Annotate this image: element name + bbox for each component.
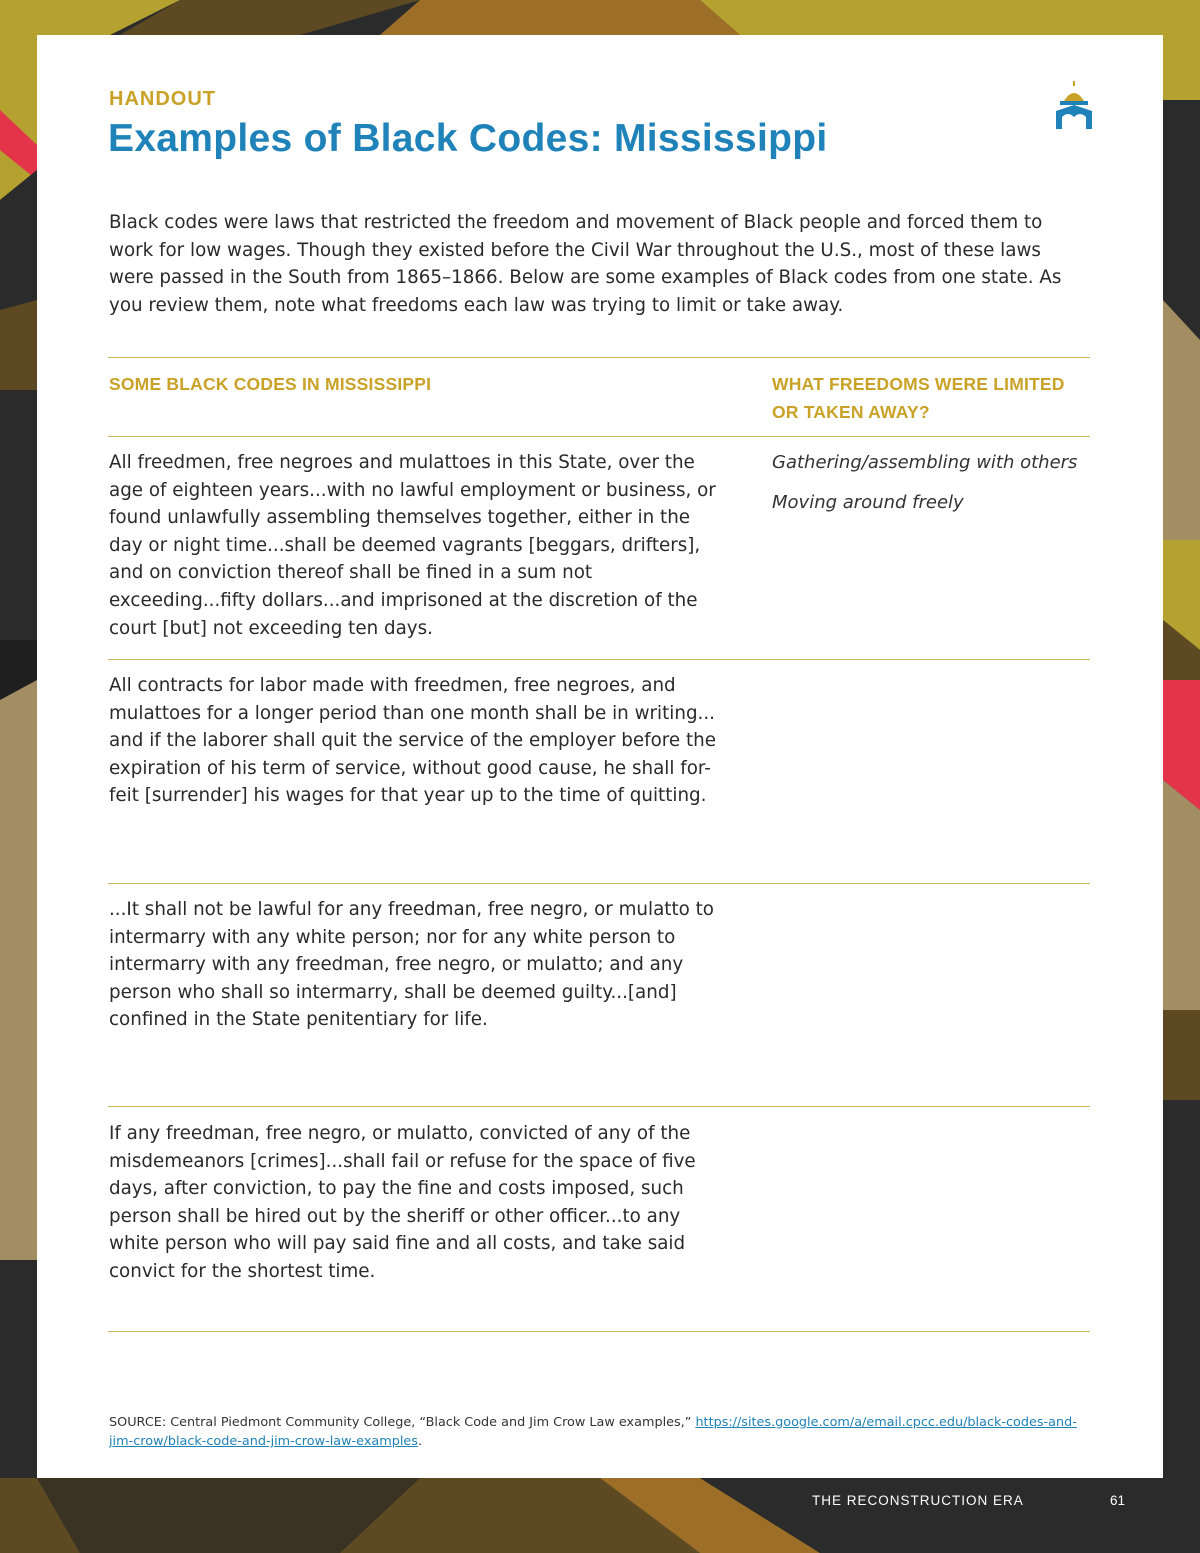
capitol-dome-icon <box>1054 81 1094 131</box>
table-row-law: ...It shall not be lawful for any freedman, free negro, or mulatto to intermarry with any white person; nor for any white person to intermarry with any freedman, free negro, or mulatto; and any person who shall so intermarry, shall be deemed guilty...[and] confined in the State penitentiary for life. <box>109 899 714 1031</box>
handout-page <box>37 35 1163 1478</box>
row-divider <box>108 659 1090 660</box>
source-link[interactable]: https://sites.google.com/a/email.cpcc.edu/black-codes-and-jim-crow/black-code-and-jim-crow-law-examples <box>109 1415 1077 1449</box>
table-row-law: If any freedman, free negro, or mulatto, convicted of any of the misdemeanors [crimes]...shall fail or refuse for the space of five days, after conviction, to pay the fine and costs imposed, such person shall be hired out by the sheriff or other officer...to any white person who will pay said fine and all costs, and take said convict for the shortest time. <box>109 1123 696 1282</box>
row-divider <box>108 1106 1090 1107</box>
intro-paragraph: Black codes were laws that restricted the freedom and movement of Black people and forced them to work for low wages. Though they existed before the Civil War throughout the U.S., most of these laws were passed in the South from 1865–1866. Below are some examples of Black codes from one state. As you review them, note what freedoms each law was trying to limit or take away. <box>109 212 1062 316</box>
column-header-freedoms: WHAT FREEDOMS WERE LIMITED OR TAKEN AWAY? <box>772 374 1065 422</box>
source-suffix: . <box>417 1434 423 1449</box>
source-citation <box>109 1413 1089 1451</box>
page-title: Examples of Black Codes: Mississippi <box>108 117 828 160</box>
freedom-answer: Gathering/assembling with others <box>772 452 1078 473</box>
freedom-answer: Moving around freely <box>772 492 964 513</box>
table-bottom-rule <box>108 1331 1090 1332</box>
table-row-law: All freedmen, free negroes and mulattoes in this State, over the age of eighteen years...with no lawful employment or business, or found unlawfully assembling themselves together, either in the day or night time...shall be deemed vagrants [beggars, drifters], and on conviction thereof shall be fined in a sum not exceeding...fifty dollars...and imprisoned at the discretion of the court [but] not exceeding ten days. <box>109 452 716 639</box>
table-top-rule <box>108 357 1090 358</box>
page-number: 61 <box>1110 1493 1126 1508</box>
table-row-law: All contracts for labor made with freedmen, free negroes, and mulattoes for a longer period than one month shall be in writing... and if the laborer shall quit the service of the employer before the expiration of his term of service, without good cause, he shall for-feit [surrender] his wages for that year up to the time of quitting. <box>109 675 716 807</box>
eyebrow-label: HANDOUT <box>109 88 216 110</box>
row-divider <box>108 883 1090 884</box>
column-header-codes: SOME BLACK CODES IN MISSISSIPPI <box>109 374 432 394</box>
footer-title: THE RECONSTRUCTION ERA <box>812 1493 1024 1508</box>
header-bottom-rule <box>108 436 1090 437</box>
source-prefix: SOURCE: Central Piedmont Community College, “Black Code and Jim Crow Law examples,” <box>109 1415 692 1430</box>
